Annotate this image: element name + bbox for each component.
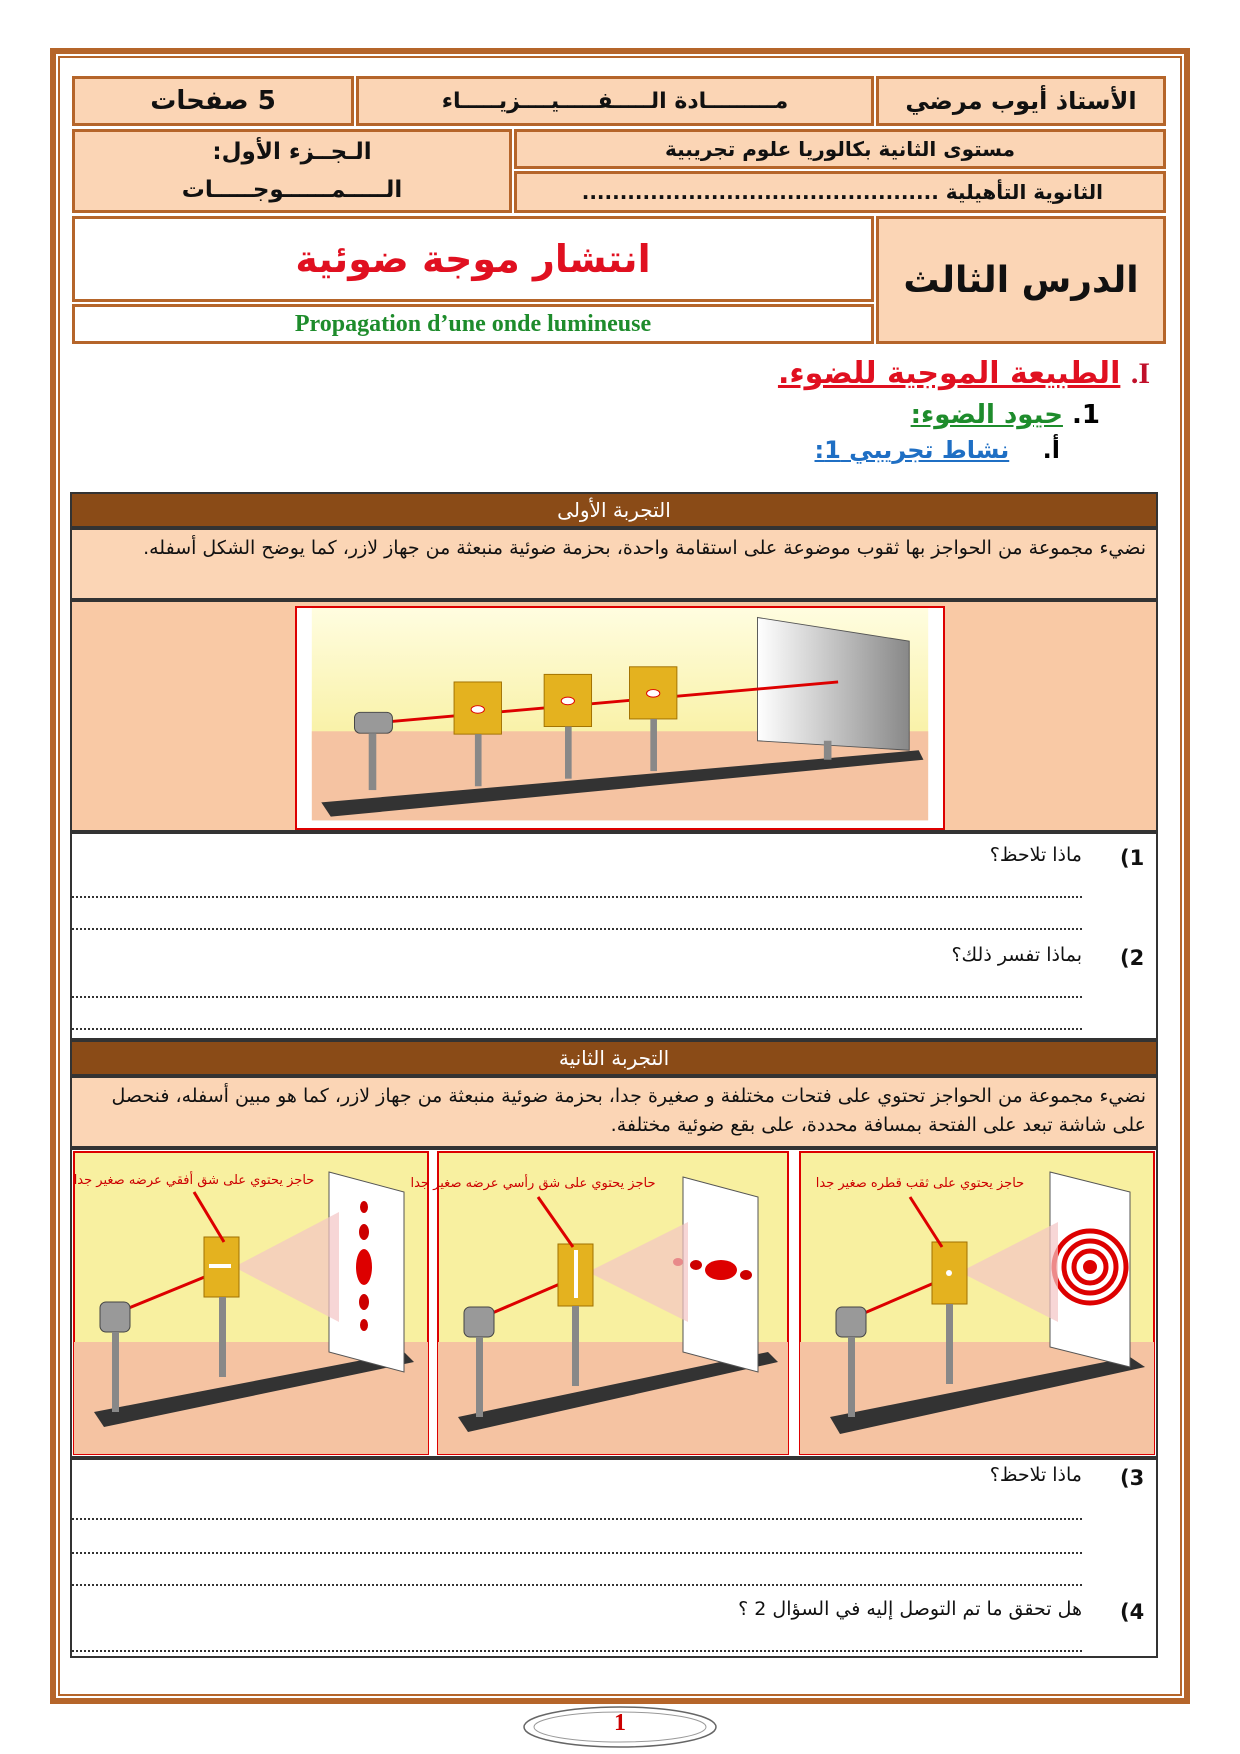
subject-name: مـــــــــادة الـــــفـــــيــــزيـــــاء	[441, 88, 789, 114]
level-cell	[514, 129, 1166, 169]
question-2-text: بماذا تفسر ذلك؟	[951, 944, 1082, 966]
subsection-title: حيود الضوء:	[910, 400, 1063, 430]
exp2-figure-vertical-slit	[410, 1152, 788, 1454]
subsection-num: 1.	[1072, 400, 1100, 430]
part-cell	[72, 129, 512, 213]
section-title: الطبيعة الموجية للضوء.	[777, 356, 1121, 391]
lesson-title-ar: انتشار موجة ضوئية	[295, 237, 651, 281]
question-4-number: (4	[1120, 1600, 1145, 1624]
exp2-answer-box	[70, 1458, 1158, 1658]
question-3-number: (3	[1120, 1466, 1145, 1490]
exp2-figure-horizontal-slit	[74, 1152, 428, 1454]
subject-cell	[356, 76, 874, 126]
exp2-title-bar	[70, 1040, 1158, 1076]
activity-title: نشاط تجريبي 1:	[814, 436, 1010, 464]
answer-line[interactable]	[72, 928, 1082, 930]
activity-heading	[815, 436, 1061, 464]
answer-line[interactable]	[72, 1518, 1082, 1520]
question-1-text: ماذا تلاحظ؟	[989, 844, 1082, 866]
part-name: الـــــمــــــوجـــــات	[181, 177, 403, 203]
answer-line[interactable]	[72, 996, 1082, 998]
exp1-title-bar	[70, 492, 1158, 528]
exp2-label-c: حاجز يحتوي على ثقب قطره صغير جدا	[815, 1176, 1025, 1191]
activity-letter: أ.	[1042, 436, 1060, 464]
pages-count: 5 صفحات	[150, 86, 276, 116]
teacher-name: الأستاذ أيوب مرضي	[905, 87, 1137, 115]
pages-cell	[72, 76, 354, 126]
question-3-text: ماذا تلاحظ؟	[989, 1464, 1082, 1486]
subsection-heading	[911, 400, 1100, 430]
lesson-title-fr-cell	[72, 304, 874, 344]
answer-line[interactable]	[72, 1552, 1082, 1554]
section-heading	[778, 356, 1150, 391]
exp2-label-b: حاجز يحتوي على شق رأسي عرضه صغير جدا	[410, 1176, 656, 1191]
exp2-text: نضيء مجموعة من الحواجز تحتوي على فتحات مختلفة و صغيرة جدا، بحزمة ضوئية منبعثة من جهاز لازر، كما هو مبين أسفله، فنحصل على شاشة تبعد على الفتحة بمسافة محددة، على بقع ضوئية مختلفة.	[111, 1085, 1146, 1136]
exp1-title: التجربة الأولى	[557, 498, 671, 522]
exp2-title: التجربة الثانية	[558, 1046, 670, 1070]
school-text: الثانوية التأهيلية ...............................................	[581, 180, 1103, 204]
level-text: مستوى الثانية بكالوريا علوم تجريبية	[664, 137, 1016, 161]
question-4-text: هل تحقق ما تم التوصل إليه في السؤال 2 ؟	[738, 1598, 1082, 1620]
lesson-title-fr: Propagation d’une onde lumineuse	[294, 310, 652, 337]
exp2-figures-box	[70, 1148, 1158, 1458]
page-number: 1	[614, 1710, 626, 1736]
exp1-text: نضيء مجموعة من الحواجز بها ثقوب موضوعة على استقامة واحدة، بحزمة ضوئية منبعثة من جهاز لازر، كما يوضح الشكل أسفله.	[143, 537, 1146, 559]
answer-line[interactable]	[72, 896, 1082, 898]
question-1-number: (1	[1120, 846, 1145, 870]
exp2-text-box	[70, 1076, 1158, 1148]
teacher-cell	[876, 76, 1166, 126]
question-2-number: (2	[1120, 946, 1145, 970]
school-cell	[514, 171, 1166, 213]
exp1-text-box	[70, 528, 1158, 600]
exp2-figure-small-hole	[800, 1152, 1154, 1454]
exp2-label-a: حاجز يحتوي على شق أفقي عرضه صغير جدا	[73, 1173, 315, 1188]
answer-line[interactable]	[72, 1650, 1082, 1652]
lesson-number: الدرس الثالث	[903, 259, 1139, 301]
exp1-figure-box	[70, 600, 1158, 832]
part-label: الـجــزء الأول:	[212, 139, 372, 165]
section-roman: I.	[1130, 357, 1150, 390]
lesson-title-cell	[72, 216, 874, 302]
lesson-number-cell	[876, 216, 1166, 344]
answer-line[interactable]	[72, 1028, 1082, 1030]
answer-line[interactable]	[72, 1584, 1082, 1586]
exp1-figure	[295, 606, 945, 830]
